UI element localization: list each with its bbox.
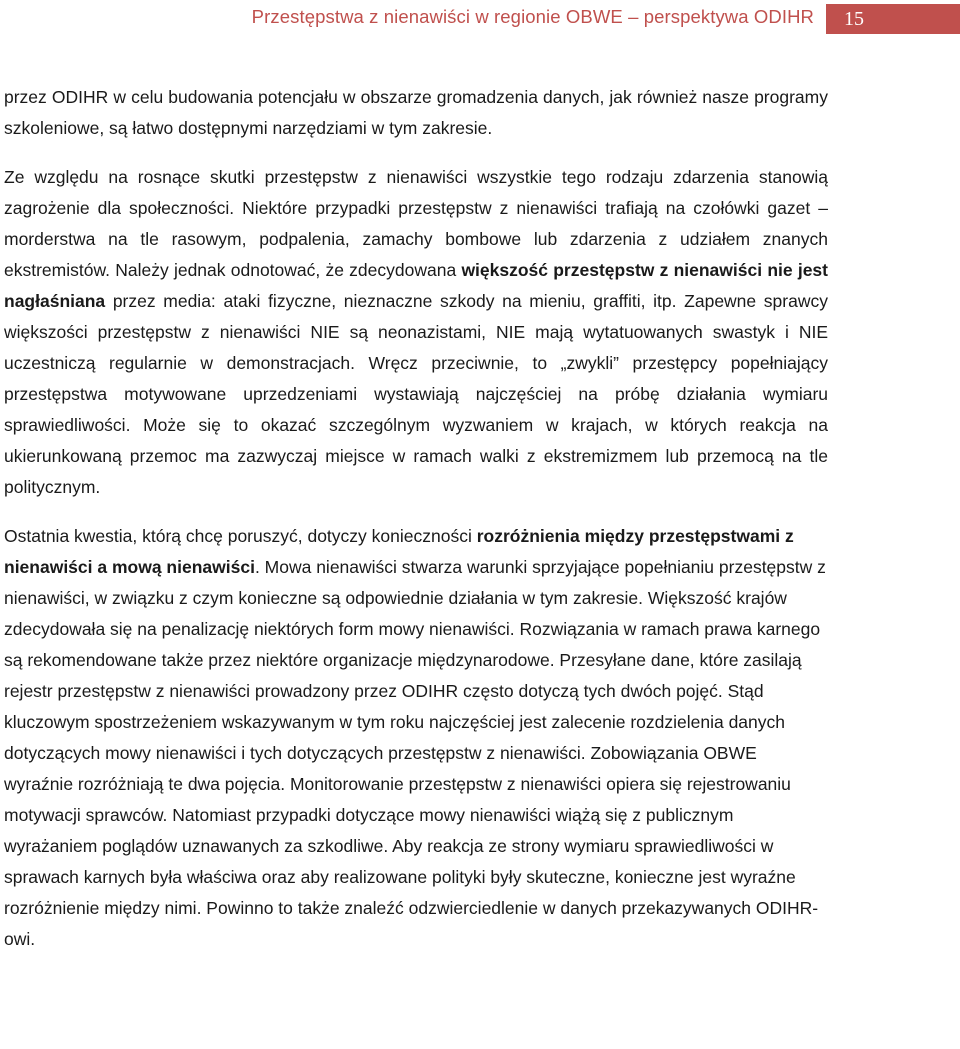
page-number-badge: 15: [826, 4, 960, 34]
paragraph-text: przez media: ataki fizyczne, nieznaczne szkody na mieniu, graffiti, itp. Zapewne sprawcy większości przestępstw z nienawiści NIE są neonazistami, NIE mają wytatuowanych swastyk i NIE uczestniczą regularnie w demonstracjach. Wręcz przeciwnie, to „zwykli” przestępcy popełniający przestępstwa motywowane uprzedzeniami wystawiają najczęściej na próbę działania wymiaru sprawiedliwości. Może się to okazać szczególnym wyzwaniem w krajach, w których reakcja na ukierunkowaną przemoc ma zazwyczaj miejsce w ramach walki z ekstremizmem lub przemocą na tle politycznym.: [4, 291, 828, 497]
paragraph-1: [4, 82, 828, 144]
paragraph-text: . Mowa nienawiści stwarza warunki sprzyjające popełnianiu przestępstw z nienawiści, w związku z czym konieczne są odpowiednie działania w tym zakresie. Większość krajów zdecydowała się na penalizację niektórych form mowy nienawiści. Rozwiązania w ramach prawa karnego są rekomendowane także przez niektóre organizacje międzynarodowe. Przesyłane dane, które zasilają rejestr przestępstw z nienawiści prowadzony przez ODIHR często dotyczą tych dwóch pojęć. Stąd kluczowym spostrzeżeniem wskazywanym w tym roku najczęściej jest zalecenie rozdzielenia danych dotyczących mowy nienawiści i tych dotyczących przestępstw z nienawiści. Zobowiązania OBWE wyraźnie rozróżniają te dwa pojęcia. Monitorowanie przestępstw z nienawiści opiera się rejestrowaniu motywacji sprawców. Natomiast przypadki dotyczące mowy nienawiści wiążą się z publicznym wyrażaniem poglądów uznawanych za szkodliwe. Aby reakcja ze strony wymiaru sprawiedliwości w sprawach karnych była właściwa oraz aby realizowane polityki były skuteczne, konieczne jest wyraźne rozróżnienie między nimi. Powinno to także znaleźć odzwierciedlenie w danych przekazywanych ODIHR-owi.: [4, 557, 826, 949]
paragraph-2: [4, 162, 828, 503]
paragraph-text: Ostatnia kwestia, którą chcę poruszyć, dotyczy konieczności: [4, 526, 477, 546]
bold-emphasis: rozróżnienia między przestępstwami z nienawiści a mową nienawiści: [4, 526, 794, 577]
paragraph-text: Ze względu na rosnące skutki przestępstw z nienawiści wszystkie tego rodzaju zdarzenia stanowią zagrożenie dla społeczności. Niektóre przypadki przestępstw z nienawiści trafiają na czołówki gazet – morderstwa na tle rasowym, podpalenia, zamachy bombowe lub zdarzenia z udziałem znanych ekstremistów. Należy jednak odnotować, że zdecydowana: [4, 167, 828, 280]
document-body: [4, 82, 828, 955]
page-header: [0, 0, 960, 40]
paragraph-3: [4, 521, 828, 955]
paragraph-text: przez ODIHR w celu budowania potencjału w obszarze gromadzenia danych, jak również nasze programy szkoleniowe, są łatwo dostępnymi narzędziami w tym zakresie.: [4, 87, 828, 138]
running-header-title: Przestępstwa z nienawiści w regionie OBWE – perspektywa ODIHR: [251, 6, 814, 27]
bold-emphasis: większość przestępstw z nienawiści nie jest nagłaśniana: [4, 260, 828, 311]
